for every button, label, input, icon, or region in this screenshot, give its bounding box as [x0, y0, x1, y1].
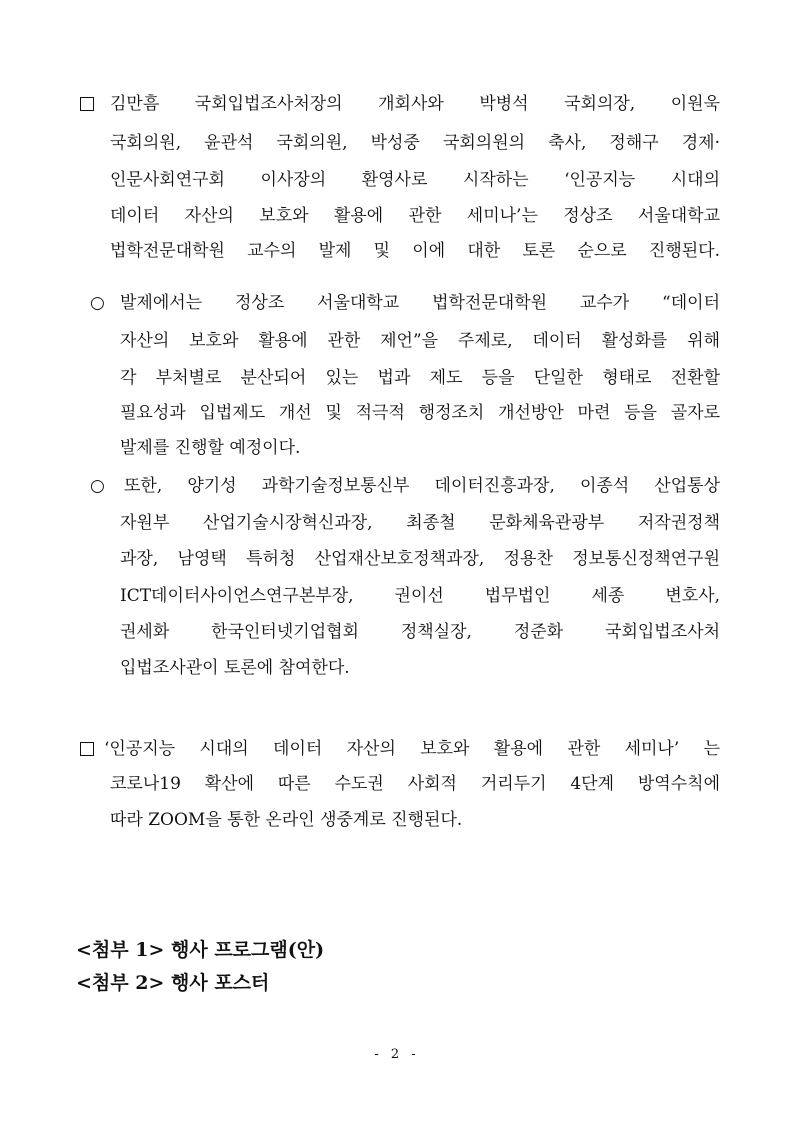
circle-bullet-icon: ○: [90, 293, 105, 313]
circle-bullet-icon: ○: [90, 476, 105, 496]
bullet-2-line: 자원부 산업기술시장혁신과장, 최종철 문화체육관광부 저작권정책: [120, 513, 720, 533]
section-2-line: ‘인공지능 시대의 데이터 자산의 보호와 활용에 관한 세미나’ 는: [104, 739, 720, 759]
section-1-line: 데이터 자산의 보호와 활용에 관한 세미나’는 정상조 서울대학교: [110, 206, 720, 226]
attachment-1: <첨부 1> 행사 프로그램(안): [76, 939, 325, 961]
bullet-1-line: 발제에서는 정상조 서울대학교 법학전문대학원 교수가 “데이터: [120, 293, 720, 313]
section-2-line: 따라 ZOOM을 통한 온라인 생중계로 진행된다.: [110, 810, 463, 830]
section-1-line: 김만흠 국회입법조사처장의 개회사와 박병석 국회의장, 이원욱: [110, 94, 720, 114]
bullet-1-line: 발제를 진행할 예정이다.: [120, 438, 301, 458]
bullet-2-line: 입법조사관이 토론에 참여한다.: [120, 658, 350, 678]
section-2-line: 코로나19 확산에 따른 수도권 사회적 거리두기 4단계 방역수칙에: [110, 774, 720, 794]
bullet-1-line: 필요성과 입법제도 개선 및 적극적 행정조치 개선방안 마련 등을 골자로: [120, 403, 720, 423]
attachment-2: <첨부 2> 행사 포스터: [76, 972, 270, 994]
bullet-2-line: 권세화 한국인터넷기업협회 정책실장, 정준화 국회입법조사처: [120, 622, 720, 642]
section-1-line: 인문사회연구회 이사장의 환영사로 시작하는 ‘인공지능 시대의: [110, 170, 720, 190]
square-bullet-icon: [80, 97, 94, 111]
section-1-line: 법학전문대학원 교수의 발제 및 이에 대한 토론 순으로 진행된다.: [110, 241, 720, 261]
page-number: - 2 -: [374, 1047, 420, 1062]
bullet-1-line: 각 부처별로 분산되어 있는 법과 제도 등을 단일한 형태로 전환할: [120, 368, 720, 388]
bullet-2-line: ICT데이터사이언스연구본부장, 권이선 법무법인 세종 변호사,: [120, 586, 720, 606]
bullet-1-line: 자산의 보호와 활용에 관한 제언”을 주제로, 데이터 활성화를 위해: [120, 331, 720, 351]
section-1-line: 국회의원, 윤관석 국회의원, 박성중 국회의원의 축사, 정해구 경제·: [110, 133, 720, 153]
square-bullet-icon: [80, 742, 94, 756]
bullet-2-line: 과장, 남영택 특허청 산업재산보호정책과장, 정용찬 정보통신정책연구원: [120, 549, 720, 569]
bullet-2-line: 또한, 양기성 과학기술정보통신부 데이터진흥과장, 이종석 산업통상: [124, 476, 720, 496]
